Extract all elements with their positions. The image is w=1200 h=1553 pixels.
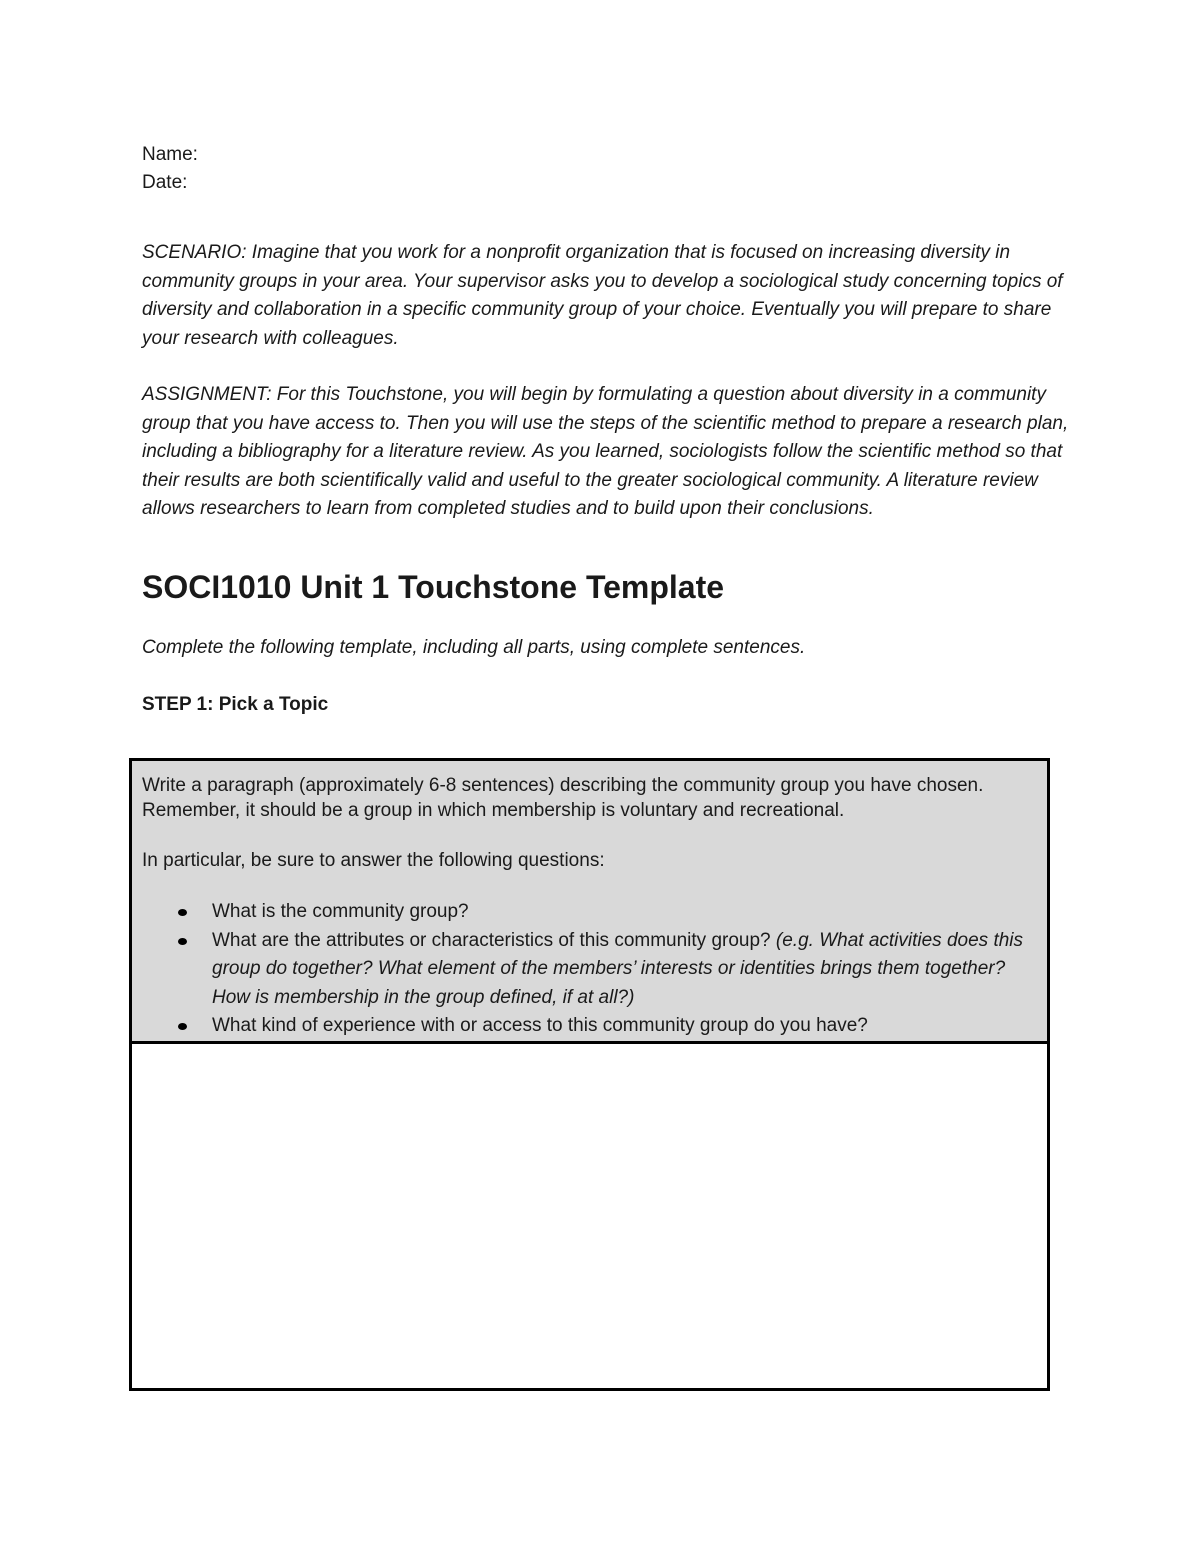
bullet-icon — [178, 1023, 187, 1030]
question-text: What are the attributes or characteristics of this community group? — [212, 929, 776, 951]
scenario-paragraph: SCENARIO: Imagine that you work for a nonprofit organization that is focused on increasing diversity in community groups in your area. Your supervisor asks you to develop a sociological study concerning topics of diversity and collaboration in a specific community group of your choice. Eventually you will prepare to share your research with colleagues. — [142, 242, 1063, 349]
step1-question-list — [142, 898, 1037, 1041]
step1-answer-area[interactable] — [132, 1044, 1047, 1385]
page-title: SOCI1010 Unit 1 Touchstone Template — [142, 568, 725, 605]
list-item — [212, 1012, 1037, 1041]
step1-questions-intro: In particular, be sure to answer the following questions: — [142, 850, 605, 871]
assignment-paragraph: ASSIGNMENT: For this Touchstone, you will begin by formulating a question about diversity in a community group that you have access to. Then you will use the steps of the scientific method to prepare a research plan, including a bibliography for a literature review. As you learned, sociologists follow the scientific method so that their results are both scientifically valid and useful to the greater sociological community. A literature review allows researchers to learn from completed studies and to build upon their conclusions. — [142, 384, 1069, 519]
date-label: Date: — [142, 172, 188, 193]
question-note: (e.g. What activities does this group do together? What element of the members’ interests or identities brings them together? How is membership in the group defined, if at all?) — [212, 929, 1024, 1008]
bullet-icon — [178, 938, 187, 945]
list-item — [212, 927, 1037, 1013]
bullet-icon — [178, 909, 187, 916]
step1-prompt: Write a paragraph (approximately 6-8 sentences) describing the community group you have chosen. Remember, it should be a group in which membership is voluntary and recreational. — [142, 775, 984, 821]
instructions-text: Complete the following template, including all parts, using complete sentences. — [142, 636, 806, 658]
name-label: Name: — [142, 144, 198, 165]
step1-heading: STEP 1: Pick a Topic — [142, 693, 329, 715]
step1-prompt-cell — [132, 761, 1047, 1044]
question-text: What is the community group? — [212, 901, 469, 922]
document-body — [142, 141, 1072, 719]
list-item — [212, 898, 1037, 927]
step1-table — [129, 758, 1050, 1391]
question-text: What kind of experience with or access to this community group do you have? — [212, 1015, 868, 1036]
